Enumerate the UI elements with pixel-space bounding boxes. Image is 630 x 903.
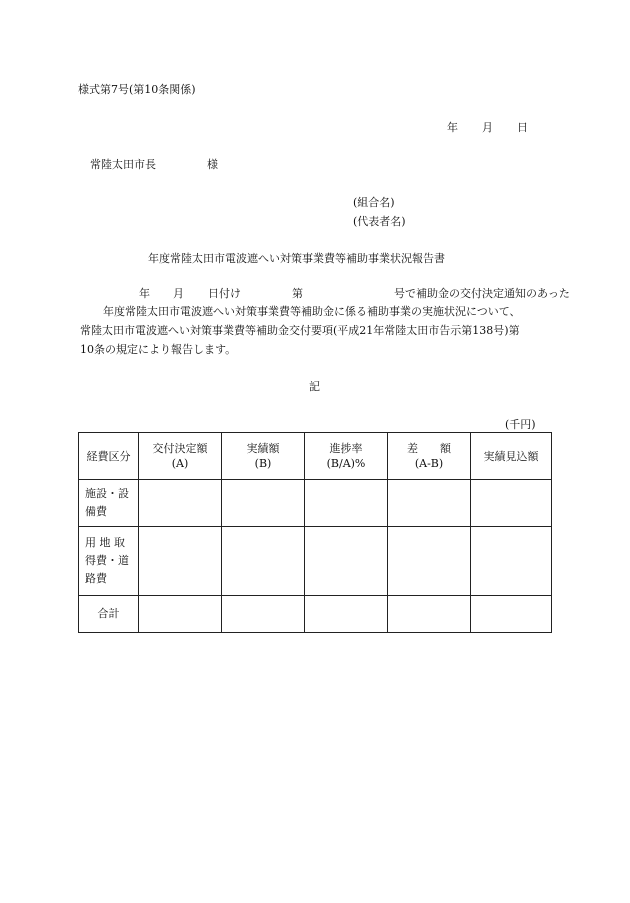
unit-label: (千円): [505, 418, 536, 431]
table-cell[interactable]: [222, 596, 305, 633]
row-label-land-road: 用 地 取 得費・道 路費: [79, 527, 139, 596]
body-date: 日付け: [208, 287, 241, 300]
table-cell[interactable]: [139, 527, 222, 596]
table-row: [79, 527, 552, 596]
date-month-label: 月: [482, 121, 493, 134]
header-expense-category: 経費区分: [79, 433, 139, 480]
table-cell[interactable]: [388, 596, 471, 633]
table-cell[interactable]: [305, 480, 388, 527]
table-cell[interactable]: [388, 480, 471, 527]
body-year: 年: [139, 287, 150, 300]
body-number-prefix: 第: [292, 287, 303, 300]
table-row: [79, 480, 552, 527]
body-line-3: 常陸太田市電波遮へい対策事業費等補助金交付要項(平成21年常陸太田市告示第138号)第: [80, 324, 520, 337]
header-difference: 差 額 (A-B): [388, 433, 471, 480]
table-cell[interactable]: [471, 596, 552, 633]
table-header-row: [79, 433, 552, 480]
body-line-1: 号で補助金の交付決定通知のあった: [394, 287, 570, 300]
table-cell[interactable]: [305, 527, 388, 596]
table-cell[interactable]: [388, 527, 471, 596]
form-number: 様式第7号(第10条関係): [78, 83, 196, 96]
table-cell[interactable]: [305, 596, 388, 633]
table-cell[interactable]: [139, 480, 222, 527]
table-cell[interactable]: [471, 527, 552, 596]
body-line-2: 年度常陸太田市電波遮へい対策事業費等補助金に係る補助事業の実施状況について、: [103, 305, 521, 318]
table-cell[interactable]: [139, 596, 222, 633]
date-year-label: 年: [447, 121, 458, 134]
honorific: 様: [207, 158, 218, 171]
body-line-4: 10条の規定により報告します。: [80, 343, 237, 356]
table-cell[interactable]: [222, 480, 305, 527]
document-title: 年度常陸太田市電波遮へい対策事業費等補助事業状況報告書: [148, 252, 445, 265]
row-label-facilities: 施設・設 備費: [79, 480, 139, 527]
table-cell[interactable]: [471, 480, 552, 527]
date-day-label: 日: [517, 121, 528, 134]
row-label-total: 合計: [79, 596, 139, 633]
header-actual-amount: 実績額 (B): [222, 433, 305, 480]
union-name-label: (組合名): [353, 196, 395, 209]
header-progress-rate: 進捗率 (B/A)%: [305, 433, 388, 480]
representative-name-label: (代表者名): [353, 215, 406, 228]
body-month: 月: [173, 287, 184, 300]
ki-heading: 記: [309, 380, 320, 393]
budget-table: [78, 432, 552, 633]
table-row-total: [79, 596, 552, 633]
header-grant-decision-amount: 交付決定額 (A): [139, 433, 222, 480]
table-cell[interactable]: [222, 527, 305, 596]
header-expected-actual: 実績見込額: [471, 433, 552, 480]
addressee: 常陸太田市長: [90, 158, 156, 171]
